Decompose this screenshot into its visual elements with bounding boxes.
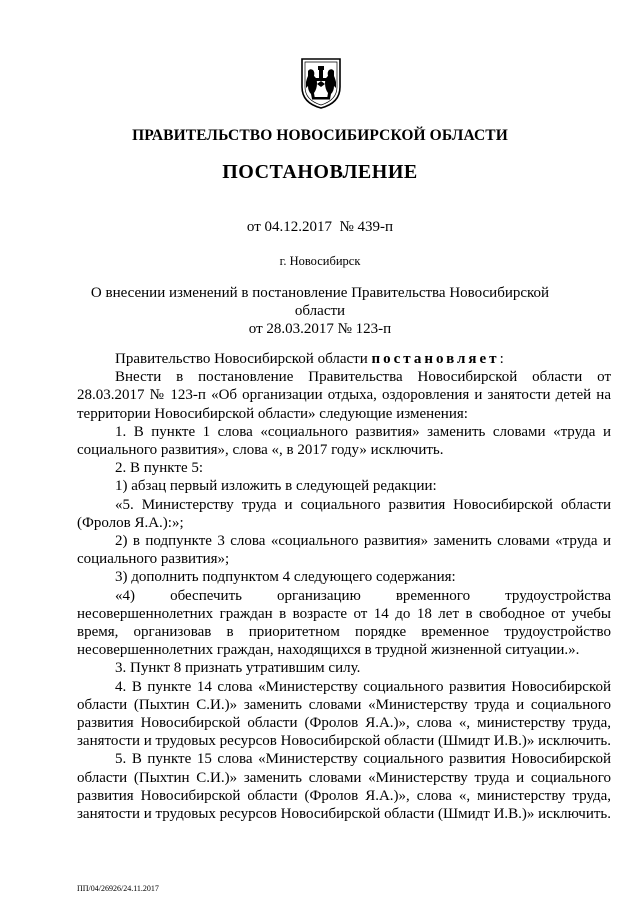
document-type-title: ПОСТАНОВЛЕНИЕ [222, 161, 418, 183]
intro-paragraph [77, 350, 611, 368]
subject-line-1: О внесении изменений в постановление Правительства Новосибирской области [90, 285, 550, 319]
subject-line-2: от 28.03.2017 № 123-п [248, 321, 392, 337]
body-paragraph: 5. В пункте 15 слова «Министерству социального развития Новосибирской области (Пыхтин С.И.)» заменить словами «Министерству труда и социального развития Новосибирской области (Фролов Я.А.)», слова «, министерству труда, занятости и трудовых ресурсов Новосибирской области (Шмидт И.В.)» исключить. [77, 751, 611, 823]
footer-code: ПП/04/26926/24.11.2017 [77, 884, 159, 893]
document-date-number: от 04.12.2017 № 439-п [246, 219, 394, 235]
body-paragraph: 2. В пункте 5: [115, 460, 204, 477]
intro-suffix: : [499, 351, 504, 367]
body-paragraph: 2) в подпункте 3 слова «социального развития» заменить словами «труда и социального развития»; [77, 533, 611, 568]
intro-prefix: Правительство Новосибирской области [115, 351, 368, 367]
organization-title: ПРАВИТЕЛЬСТВО НОВОСИБИРСКОЙ ОБЛАСТИ [132, 127, 508, 144]
body-paragraph: 1. В пункте 1 слова «социального развития» заменить словами «труда и социального развития», слова «, в 2017 году» исключить. [77, 423, 611, 459]
body-paragraph: «5. Министерству труда и социального развития Новосибирской области (Фролов Я.А.):»; [77, 496, 611, 531]
body-paragraph: Внести в постановление Правительства Новосибирской области от 28.03.2017 № 123-п «Об организации отдыха, оздоровления и занятости детей на территории Новосибирской области» следующие изменения: [77, 369, 611, 422]
document-subject [70, 284, 570, 338]
novosibirsk-coat-of-arms-icon [300, 57, 342, 109]
city-label: г. Новосибирск [279, 254, 361, 268]
body-paragraph: 3. Пункт 8 признать утратившим силу. [115, 660, 361, 677]
body-paragraph: 4. В пункте 14 слова «Министерству социального развития Новосибирской области (Пыхтин С.И.)» заменить словами «Министерству труда и социального развития Новосибирской области (Фролов Я.А.)», слова «, министерству труда, занятости и трудовых ресурсов Новосибирской области (Шмидт И.В.)» исключить. [77, 678, 611, 750]
document-body [77, 350, 611, 823]
intro-keyword: постановляет [371, 351, 500, 367]
body-paragraph: 1) абзац первый изложить в следующей редакции: [115, 478, 437, 495]
body-paragraph: «4) обеспечить организацию временного трудоустройства несовершеннолетних граждан в возрасте от 14 до 18 лет в свободное от учебы время, организовав в приоритетном порядке временное трудоустройство несовершеннолетних граждан, находящихся в трудной жизненной ситуации.». [77, 587, 611, 659]
body-paragraph: 3) дополнить подпунктом 4 следующего содержания: [115, 569, 456, 586]
